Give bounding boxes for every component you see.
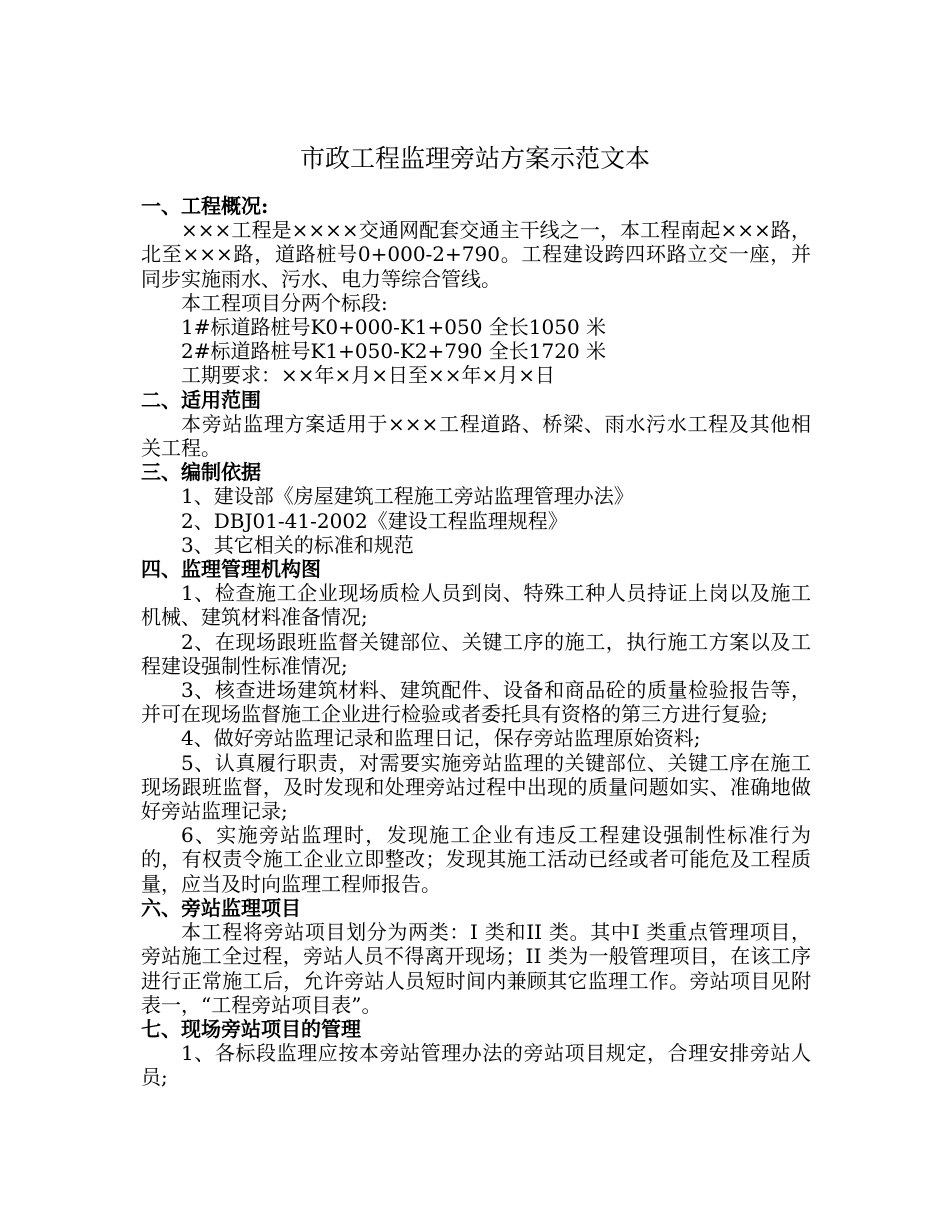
- paragraph: 本旁站监理方案适用于×××工程道路、桥梁、雨水污水工程及其他相关工程。: [141, 411, 811, 461]
- paragraph: 4、做好旁站监理记录和监理日记，保存旁站监理原始资料;: [181, 726, 701, 751]
- text-line: 2#标道路桩号K1+050-K2+790 全长1720 米: [181, 339, 607, 364]
- section-heading-management: 七、现场旁站项目的管理: [141, 1016, 361, 1041]
- text-line: 1#标道路桩号K0+000-K1+050 全长1050 米: [181, 315, 607, 340]
- section-heading-organization: 四、监理管理机构图: [141, 557, 321, 582]
- text-line: 3、其它相关的标准和规范: [181, 532, 414, 557]
- paragraph: 2、在现场跟班监督关键部位、关键工序的施工，执行施工方案以及工程建设强制性标准情况;: [141, 629, 811, 678]
- paragraph: 5、认真履行职责，对需要实施旁站监理的关键部位、关键工序在施工现场跟班监督，及时发现和处理旁站过程中出现的质量问题如实、准确地做好旁站监理记录;: [141, 750, 811, 824]
- document-body: [141, 194, 811, 1090]
- section-heading-basis: 三、编制依据: [141, 460, 261, 485]
- paragraph: 本工程将旁站项目划分为两类：I 类和II 类。其中I 类重点管理项目，旁站施工全过程，旁站人员不得离开现场；II 类为一般管理项目，在该工序进行正常施工后，允许旁站人员短时间内兼顾其它监理工作。旁站项目见附表一，“工程旁站项目表”。: [141, 920, 811, 1017]
- document-title: 市政工程监理旁站方案示范文本: [299, 144, 650, 173]
- paragraph: 6、实施旁站监理时，发现施工企业有违反工程建设强制性标准行为的，有权责令施工企业立即整改；发现其施工活动已经或者可能危及工程质量，应当及时向监理工程师报告。: [141, 823, 811, 896]
- text-line: 2、DBJ01-41-2002《建设工程监理规程》: [181, 508, 568, 533]
- section-heading-overview: 一、工程概况:: [141, 194, 269, 218]
- section-heading-scope: 二、适用范围: [141, 387, 261, 412]
- paragraph: 1、检查施工企业现场质检人员到岗、特殊工种人员持证上岗以及施工机械、建筑材料准备情况;: [141, 581, 811, 630]
- paragraph: 1、各标段监理应按本旁站管理办法的旁站项目规定，合理安排旁站人员;: [141, 1041, 811, 1090]
- paragraph: ×××工程是××××交通网配套交通主干线之一，本工程南起×××路，北至×××路，道路桩号0+000-2+790。工程建设跨四环路立交一座，并同步实施雨水、污水、电力等综合管线。: [141, 218, 811, 291]
- paragraph: 3、核查进场建筑材料、建筑配件、设备和商品砼的质量检验报告等，并可在现场监督施工企业进行检验或者委托具有资格的第三方进行复验;: [141, 678, 811, 727]
- text-line: 1、建设部《房屋建筑工程施工旁站监理管理办法》: [181, 484, 634, 509]
- text-line: 工期要求：××年×月×日至××年×月×日: [181, 363, 556, 388]
- text-line: 本工程项目分两个标段:: [181, 290, 388, 315]
- section-heading-items: 六、旁站监理项目: [141, 895, 301, 920]
